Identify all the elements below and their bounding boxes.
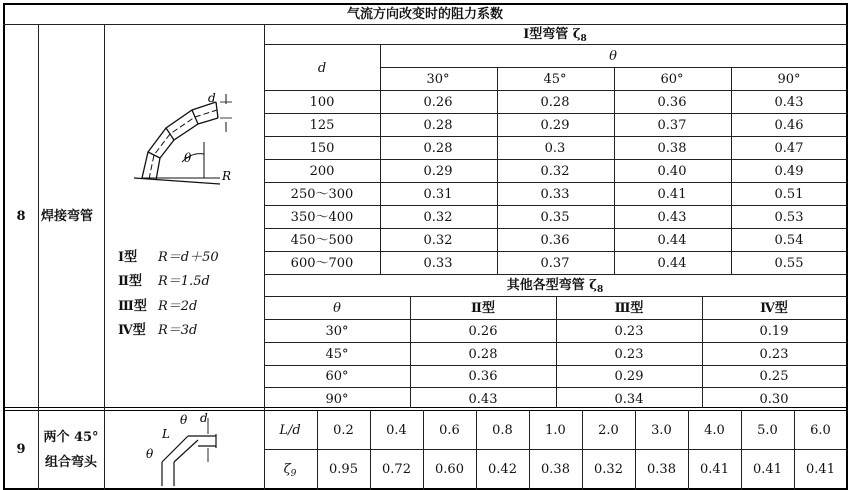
zeta8-value-cell: 0.54 [774,233,804,248]
type1-table-title: Ⅰ型弯管 $\zeta_8$ [523,27,587,44]
type2-label: Ⅱ型 [118,274,142,289]
ld-value-cell: 0.8 [492,423,513,438]
others-zeta-value-cell: 0.36 [468,369,498,384]
zeta8-value-cell: 0.29 [423,164,453,179]
angle-header: 45° [543,72,567,87]
others-zeta-value-cell: 0.29 [614,369,644,384]
row9-label-L: L [162,427,170,441]
theta-value-cell: 30° [325,324,349,339]
others-theta-header: θ [333,301,341,316]
ld-value-cell: 2.0 [598,423,619,438]
zeta9-value-cell: 0.60 [435,462,464,477]
zeta-header: $\zeta_9$ [283,462,297,479]
theta-value-cell: 90° [325,391,349,407]
zeta8-value-cell: 0.28 [540,95,570,110]
welded-elbow-diagram [108,82,260,194]
zeta9-value-cell: 0.42 [488,462,517,477]
zeta8-value-cell: 0.32 [540,164,570,179]
zeta8-value-cell: 0.47 [774,141,804,156]
zeta9-value-cell: 0.41 [753,462,782,477]
zeta8-value-cell: 0.44 [657,256,687,271]
d-value-cell: 600～700 [290,256,354,271]
zeta8-value-cell: 0.26 [423,95,453,110]
diagram-label-theta: θ [184,151,192,165]
theta-value-cell: 60° [325,369,349,384]
ld-header: L/d [279,423,301,438]
zeta8-value-cell: 0.46 [774,118,804,133]
d-value-cell: 250～300 [290,187,354,202]
row9-name-line1: 两个 45° [43,430,99,445]
zeta8-value-cell: 0.40 [657,164,687,179]
type1-formula: R＝d＋50 [158,250,219,265]
zeta8-value-cell: 0.31 [423,187,453,202]
zeta8-value-cell: 0.35 [540,210,570,225]
zeta8-value-cell: 0.3 [544,141,566,156]
type2-formula: R＝1.5d [158,274,210,289]
row9-label-theta2: θ [180,413,188,427]
d-value-cell: 150 [309,141,335,156]
zeta8-value-cell: 0.53 [774,210,804,225]
type-header: Ⅱ型 [471,301,495,316]
angle-header: 30° [426,72,450,87]
zeta8-value-cell: 0.29 [540,118,570,133]
row9-number: 9 [16,442,26,457]
zeta8-value-cell: 0.32 [423,210,453,225]
zeta9-value-cell: 0.95 [329,462,358,477]
angle-header: 60° [660,72,684,87]
combined-elbow-diagram [140,410,230,488]
zeta9-value-cell: 0.38 [647,462,676,477]
type1-label: Ⅰ型 [118,250,138,265]
zeta9-value-cell: 0.38 [541,462,570,477]
zeta8-value-cell: 0.28 [423,141,453,156]
others-zeta-value-cell: 0.19 [759,324,789,339]
others-zeta-value-cell: 0.26 [468,324,498,339]
d-value-cell: 125 [309,118,335,133]
zeta8-value-cell: 0.41 [657,187,687,202]
others-zeta-value-cell: 0.30 [759,391,789,407]
zeta8-value-cell: 0.38 [657,141,687,156]
zeta8-value-cell: 0.32 [423,233,453,248]
type3-label: Ⅲ型 [118,299,147,314]
d-value-cell: 100 [309,95,335,110]
row8-number: 8 [16,209,26,224]
zeta8-value-cell: 0.36 [540,233,570,248]
others-zeta-value-cell: 0.28 [468,346,498,362]
others-zeta-value-cell: 0.25 [759,369,789,384]
ld-value-cell: 1.0 [545,423,566,438]
others-zeta-value-cell: 0.34 [614,391,644,407]
theta-header: θ [609,49,617,64]
ld-value-cell: 0.4 [386,423,407,438]
ld-value-cell: 5.0 [757,423,778,438]
zeta8-value-cell: 0.51 [774,187,804,202]
d-value-cell: 200 [309,164,335,179]
zeta8-value-cell: 0.28 [423,118,453,133]
type4-label: Ⅳ型 [118,323,146,338]
ld-value-cell: 0.2 [333,423,354,438]
zeta8-value-cell: 0.44 [657,233,687,248]
zeta9-value-cell: 0.41 [806,462,835,477]
row8-name: 焊接弯管 [41,209,94,224]
others-zeta-value-cell: 0.23 [614,346,644,362]
zeta8-value-cell: 0.55 [774,256,804,271]
ld-value-cell: 6.0 [810,423,831,438]
row9-name-line2: 组合弯头 [44,455,98,470]
angle-header: 90° [777,72,801,87]
others-zeta-value-cell: 0.23 [759,346,789,362]
zeta8-value-cell: 0.33 [423,256,453,271]
zeta8-value-cell: 0.43 [657,210,687,225]
zeta9-value-cell: 0.72 [382,462,411,477]
zeta9-value-cell: 0.41 [700,462,729,477]
d-value-cell: 450～500 [290,233,354,248]
ld-value-cell: 3.0 [651,423,672,438]
d-header: d [317,61,327,76]
d-value-cell: 350～400 [290,210,354,225]
others-table-title: 其他各型弯管 $\zeta_8$ [506,278,604,295]
zeta8-value-cell: 0.37 [657,118,687,133]
zeta8-value-cell: 0.37 [540,256,570,271]
zeta8-value-cell: 0.49 [774,164,804,179]
row9-label-d: d [200,411,208,425]
row9-label-theta1: θ [146,447,154,461]
type4-formula: R＝3d [158,323,198,338]
type-header: Ⅲ型 [614,301,644,316]
ld-value-cell: 0.6 [439,423,460,438]
zeta9-value-cell: 0.32 [594,462,623,477]
diagram-label-R: R [222,169,232,183]
ld-value-cell: 4.0 [704,423,725,438]
type3-formula: R＝2d [158,299,198,314]
others-zeta-value-cell: 0.23 [614,324,644,339]
others-zeta-value-cell: 0.43 [468,391,498,407]
zeta8-value-cell: 0.33 [540,187,570,202]
zeta8-value-cell: 0.36 [657,95,687,110]
zeta8-value-cell: 0.43 [774,95,804,110]
type-header: Ⅳ型 [760,301,788,316]
table-title: 气流方向改变时的阻力系数 [346,7,504,22]
theta-value-cell: 45° [325,346,349,362]
diagram-label-d: d [208,91,216,105]
